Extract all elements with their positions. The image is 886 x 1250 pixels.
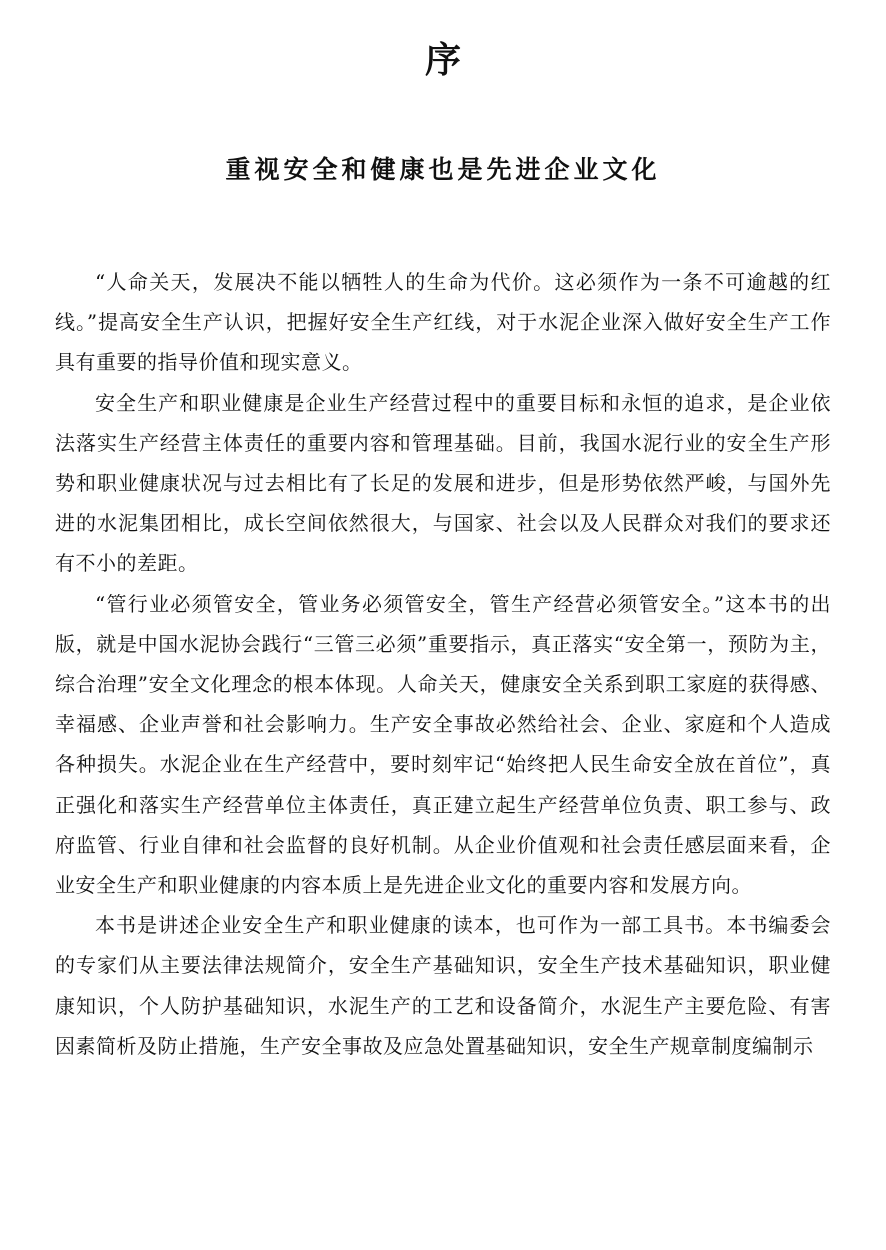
paragraph-2: 安全生产和职业健康是企业生产经营过程中的重要目标和永恒的追求，是企业依法落实生产经营主体责任的重要内容和管理基础。目前，我国水泥行业的安全生产形势和职业健康状况与过去相比有了长足的发展和进步，但是形势依然严峻，与国外先进的水泥集团相比，成长空间依然很大，与国家、社会以及人民群众对我们的要求还有不小的差距。 — [55, 390, 831, 576]
paragraph-3: “管行业必须管安全，管业务必须管安全，管生产经营必须管安全。”这本书的出版，就是中国水泥协会践行“三管三必须”重要指示，真正落实“安全第一，预防为主，综合治理”安全文化理念的根本体现。人命关天，健康安全关系到职工家庭的获得感、幸福感、企业声誉和社会影响力。生产安全事故必然给社会、企业、家庭和个人造成各种损失。水泥企业在生产经营中，要时刻牢记“始终把人民生命安全放在首位”，真正强化和落实生产经营单位主体责任，真正建立起生产经营单位负责、职工参与、政府监管、行业自律和社会监督的良好机制。从企业价值观和社会责任感层面来看，企业安全生产和职业健康的内容本质上是先进企业文化的重要内容和发展方向。 — [55, 591, 831, 898]
article-title: 重视安全和健康也是先进企业文化 — [225, 155, 661, 184]
body-text — [55, 262, 831, 1066]
paragraph-1: “人命关天，发展决不能以牺牲人的生命为代价。这必须作为一条不可逾越的红线。”提高安全生产认识，把握好安全生产红线，对于水泥企业深入做好安全生产工作具有重要的指导价值和现实意义。 — [55, 270, 831, 375]
preface-heading: 序 — [424, 39, 461, 81]
paragraph-4: 本书是讲述企业安全生产和职业健康的读本，也可作为一部工具书。本书编委会的专家们从主要法律法规简介，安全生产基础知识，安全生产技术基础知识，职业健康知识，个人防护基础知识，水泥生产的工艺和设备简介，水泥生产主要危险、有害因素简析及防止措施，生产安全事故及应急处置基础知识，安全生产规章制度编制示 — [55, 913, 831, 1058]
